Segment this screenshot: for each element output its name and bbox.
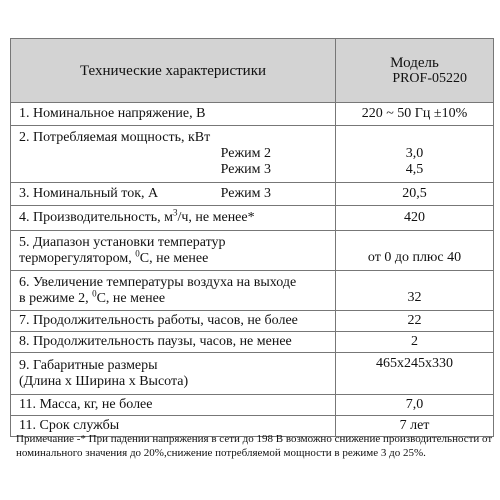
row-label-post: /ч, не менее*: [177, 210, 255, 225]
row-value: 7 лет: [336, 416, 494, 437]
row-label: 11. Масса, кг, не более: [11, 395, 336, 416]
specs-table: [10, 38, 494, 437]
row-mode-a: Режим 2: [220, 146, 271, 161]
row-label-cell: [11, 271, 336, 311]
row-label-cell: [11, 126, 336, 183]
row-label-cell: [11, 231, 336, 271]
table-row: [11, 271, 494, 311]
row-value-cell: [336, 126, 494, 183]
table-row: [11, 395, 494, 416]
row-label-line2-post: С, не менее: [139, 250, 209, 266]
table-row: [11, 332, 494, 353]
header-model: [336, 39, 494, 103]
row-label: 7. Продолжительность работы, часов, не более: [11, 311, 336, 332]
row-label: 6. Увеличение температуры воздуха на выходе: [19, 274, 297, 290]
row-label-cell: [11, 353, 336, 395]
row-label-line2: в режиме 2,: [19, 290, 93, 306]
row-value: 420: [336, 206, 494, 231]
row-value: 2: [336, 332, 494, 353]
table-row: [11, 353, 494, 395]
row-value-a: 3,0: [405, 146, 424, 161]
model-label: Модель: [390, 54, 439, 71]
row-label-cell: [11, 206, 336, 231]
row-label-sup: 0: [92, 287, 97, 298]
row-label-sup: 3: [172, 207, 178, 218]
table-row: [11, 206, 494, 231]
row-label-line2: терморегулятором,: [19, 250, 136, 266]
row-label-line2: (Длина х Ширина х Высота): [19, 373, 189, 389]
row-label: 2. Потребляемая мощность, кВт: [19, 130, 211, 145]
row-label-cell: [11, 183, 336, 206]
row-value: 220 ~ 50 Гц ±10%: [336, 103, 494, 126]
row-value-b: 4,5: [405, 162, 424, 177]
row-label: 11. Срок службы: [11, 416, 336, 437]
row-value: 32: [336, 271, 494, 311]
table-row: [11, 231, 494, 271]
model-code: PROF-05220: [392, 70, 467, 86]
row-label-line2-post: С, не менее: [96, 290, 166, 306]
table-row: [11, 183, 494, 206]
header-title: Технические характеристики: [11, 39, 336, 103]
row-value: 465x245x330: [336, 353, 494, 395]
row-label: 5. Диапазон установки температур: [19, 234, 226, 250]
row-label: 8. Продолжительность паузы, часов, не менее: [11, 332, 336, 353]
table-row: [11, 103, 494, 126]
row-value: 7,0: [336, 395, 494, 416]
table-row: [11, 311, 494, 332]
row-label: 1. Номинальное напряжение, В: [11, 103, 336, 126]
footnote: Примечание -* При падении напряжения в сети до 198 В возможно снижение производительности от номинального значения до 20%,снижение потребляемой мощности в режиме 3 до 25%.: [16, 433, 493, 459]
row-value: 20,5: [336, 183, 494, 206]
row-label: 9. Габаритные размеры: [19, 357, 158, 373]
row-mode: Режим 3: [220, 186, 271, 201]
table-header-row: [11, 39, 494, 103]
row-value: 22: [336, 311, 494, 332]
row-label: 4. Производительность, м: [19, 210, 173, 225]
row-label-sup: 0: [135, 247, 140, 258]
row-label: 3. Номинальный ток, А: [19, 186, 159, 201]
row-value: от 0 до плюс 40: [336, 231, 494, 271]
row-mode-b: Режим 3: [220, 162, 271, 177]
table-row: [11, 126, 494, 183]
